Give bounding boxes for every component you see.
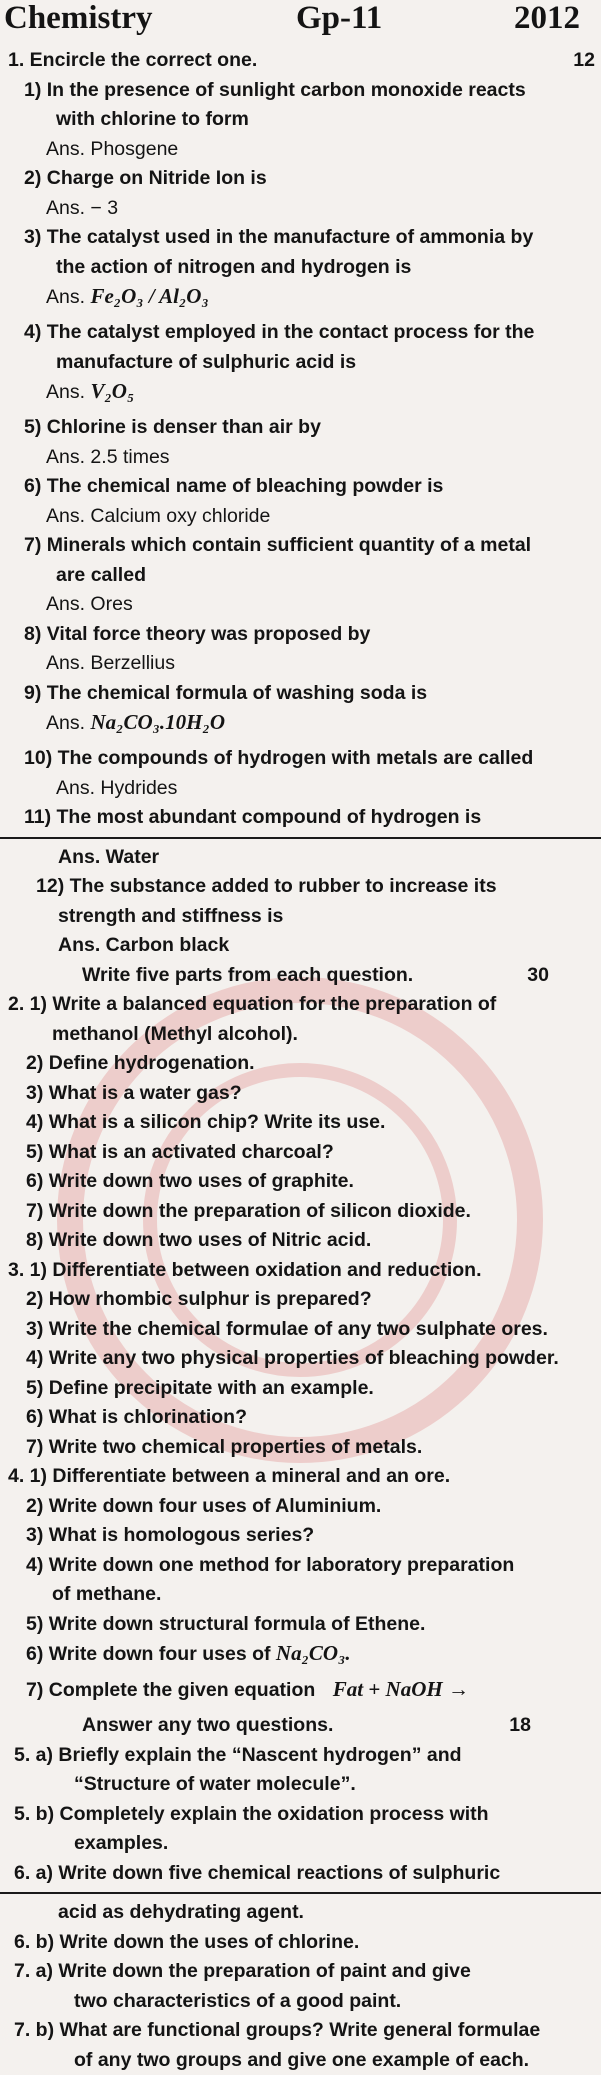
- q1-title-row: [0, 46, 601, 76]
- mcq-1-question: 1) In the presence of sunlight carbon monoxide reacts: [0, 76, 601, 106]
- long-line: 6. a) Write down five chemical reactions of sulphuric: [0, 1859, 601, 1889]
- mcq-6-question: 6) The chemical name of bleaching powder is: [0, 472, 601, 502]
- mcq-2-question: 2) Charge on Nitride Ion is: [0, 164, 601, 194]
- long-line: “Structure of water molecule”.: [0, 1770, 601, 1800]
- q2-line: 3) What is a water gas?: [0, 1079, 601, 1109]
- q3-line: 2) How rhombic sulphur is prepared?: [0, 1285, 601, 1315]
- q2-line: methanol (Methyl alcohol).: [0, 1020, 601, 1050]
- mcq-9-formula: Na₂CO₃.10H₂O: [90, 710, 225, 734]
- q2-line: 7) Write down the preparation of silicon dioxide.: [0, 1197, 601, 1227]
- mcq-3-question-cont: the action of nitrogen and hydrogen is: [0, 253, 601, 283]
- q3-line: 6) What is chlorination?: [0, 1403, 601, 1433]
- q3-line: 4) Write any two physical properties of bleaching powder.: [0, 1344, 601, 1374]
- mcq-7-question: 7) Minerals which contain sufficient quantity of a metal: [0, 531, 601, 561]
- mcq-3-formula: Fe₂O₃ / Al₂O₃: [90, 284, 208, 308]
- long-line: 5. a) Briefly explain the “Nascent hydrogen” and: [0, 1741, 601, 1771]
- q3-line: 7) Write two chemical properties of metals.: [0, 1433, 601, 1463]
- mcq-6-answer: Ans. Calcium oxy chloride: [0, 502, 601, 532]
- mcq-10-answer: Ans. Hydrides: [0, 774, 601, 804]
- short-instruction-row: [0, 961, 601, 991]
- mcq-10-question: 10) The compounds of hydrogen with metals are called: [0, 744, 601, 774]
- mcq-7-question-cont: are called: [0, 561, 601, 591]
- mcq-2-answer: Ans. − 3: [0, 194, 601, 224]
- q3-line: 3. 1) Differentiate between oxidation and reduction.: [0, 1256, 601, 1286]
- mcq-4-answer-row: [0, 377, 601, 413]
- mcq-8-question: 8) Vital force theory was proposed by: [0, 620, 601, 650]
- mcq-8-answer: Ans. Berzellius: [0, 649, 601, 679]
- mcq-9-answer-row: [0, 708, 601, 744]
- paper-header: [0, 0, 601, 44]
- q4-line: 4) Write down one method for laboratory preparation: [0, 1551, 601, 1581]
- q4-7-text: 7) Complete the given equation: [26, 1679, 315, 1701]
- q4-6-row: [0, 1639, 601, 1675]
- question-paper: [0, 46, 601, 2075]
- year-label: 2012: [514, 0, 580, 37]
- mcq-5-question: 5) Chlorine is denser than air by: [0, 413, 601, 443]
- q4-line: 3) What is homologous series?: [0, 1521, 601, 1551]
- q4-7-formula: Fat + NaOH →: [333, 1677, 469, 1701]
- q2-line: 8) Write down two uses of Nitric acid.: [0, 1226, 601, 1256]
- mcq-3-question: 3) The catalyst used in the manufacture of ammonia by: [0, 223, 601, 253]
- mcq-1-question-cont: with chlorine to form: [0, 105, 601, 135]
- q4-line: 4. 1) Differentiate between a mineral and an ore.: [0, 1462, 601, 1492]
- mcq-12-question: 12) The substance added to rubber to increase its: [0, 872, 601, 902]
- mcq-11-question: 11) The most abundant compound of hydrogen is: [0, 803, 601, 833]
- q4-line: 5) Write down structural formula of Ethene.: [0, 1610, 601, 1640]
- q1-marks: 12: [573, 46, 595, 76]
- mcq-4-question-cont: manufacture of sulphuric acid is: [0, 348, 601, 378]
- mcq-3-answer: Ans.: [46, 286, 85, 308]
- q4-6-text: 6) Write down four uses of: [26, 1643, 270, 1665]
- q1-title: 1. Encircle the correct one.: [8, 49, 257, 71]
- short-instruction: Write five parts from each question.: [82, 964, 413, 986]
- long-line: of any two groups and give one example of each.: [0, 2046, 601, 2075]
- q2-line: 6) Write down two uses of graphite.: [0, 1167, 601, 1197]
- mcq-4-formula: V₂O₅: [90, 379, 134, 403]
- q3-line: 3) Write the chemical formulae of any two sulphate ores.: [0, 1315, 601, 1345]
- mcq-12-question-cont: strength and stiffness is: [0, 902, 601, 932]
- q4-line: of methane.: [0, 1580, 601, 1610]
- long-instruction: Answer any two questions.: [82, 1714, 333, 1736]
- q2-line: 4) What is a silicon chip? Write its use.: [0, 1108, 601, 1138]
- mcq-9-answer: Ans.: [46, 712, 85, 734]
- mcq-1-answer: Ans. Phosgene: [0, 135, 601, 165]
- long-line: 6. b) Write down the uses of chlorine.: [0, 1928, 601, 1958]
- q2-line: 2) Define hydrogenation.: [0, 1049, 601, 1079]
- mcq-4-answer: Ans.: [46, 381, 85, 403]
- mcq-4-question: 4) The catalyst employed in the contact process for the: [0, 318, 601, 348]
- mcq-7-answer: Ans. Ores: [0, 590, 601, 620]
- short-marks: 30: [527, 961, 549, 991]
- mcq-9-question: 9) The chemical formula of washing soda is: [0, 679, 601, 709]
- subject-title: Chemistry: [4, 0, 152, 37]
- q3-line: 5) Define precipitate with an example.: [0, 1374, 601, 1404]
- long-line: acid as dehydrating agent.: [0, 1898, 601, 1928]
- column-divider: [0, 1892, 601, 1894]
- mcq-12-answer: Ans. Carbon black: [0, 931, 601, 961]
- q4-7-row: [0, 1675, 601, 1711]
- mcq-5-answer: Ans. 2.5 times: [0, 443, 601, 473]
- long-marks: 18: [509, 1711, 531, 1741]
- q2-line: 5) What is an activated charcoal?: [0, 1138, 601, 1168]
- group-label: Gp-11: [296, 0, 382, 37]
- long-line: 5. b) Completely explain the oxidation process with: [0, 1800, 601, 1830]
- q4-6-formula: Na₂CO₃.: [276, 1641, 351, 1665]
- long-line: 7. a) Write down the preparation of paint and give: [0, 1957, 601, 1987]
- mcq-11-answer: Ans. Water: [0, 843, 601, 873]
- long-line: examples.: [0, 1829, 601, 1859]
- mcq-3-answer-row: [0, 282, 601, 318]
- column-divider: [0, 837, 601, 839]
- long-line: two characteristics of a good paint.: [0, 1987, 601, 2017]
- long-line: 7. b) What are functional groups? Write general formulae: [0, 2016, 601, 2046]
- q2-line: 2. 1) Write a balanced equation for the preparation of: [0, 990, 601, 1020]
- long-instruction-row: [0, 1711, 601, 1741]
- q4-line: 2) Write down four uses of Aluminium.: [0, 1492, 601, 1522]
